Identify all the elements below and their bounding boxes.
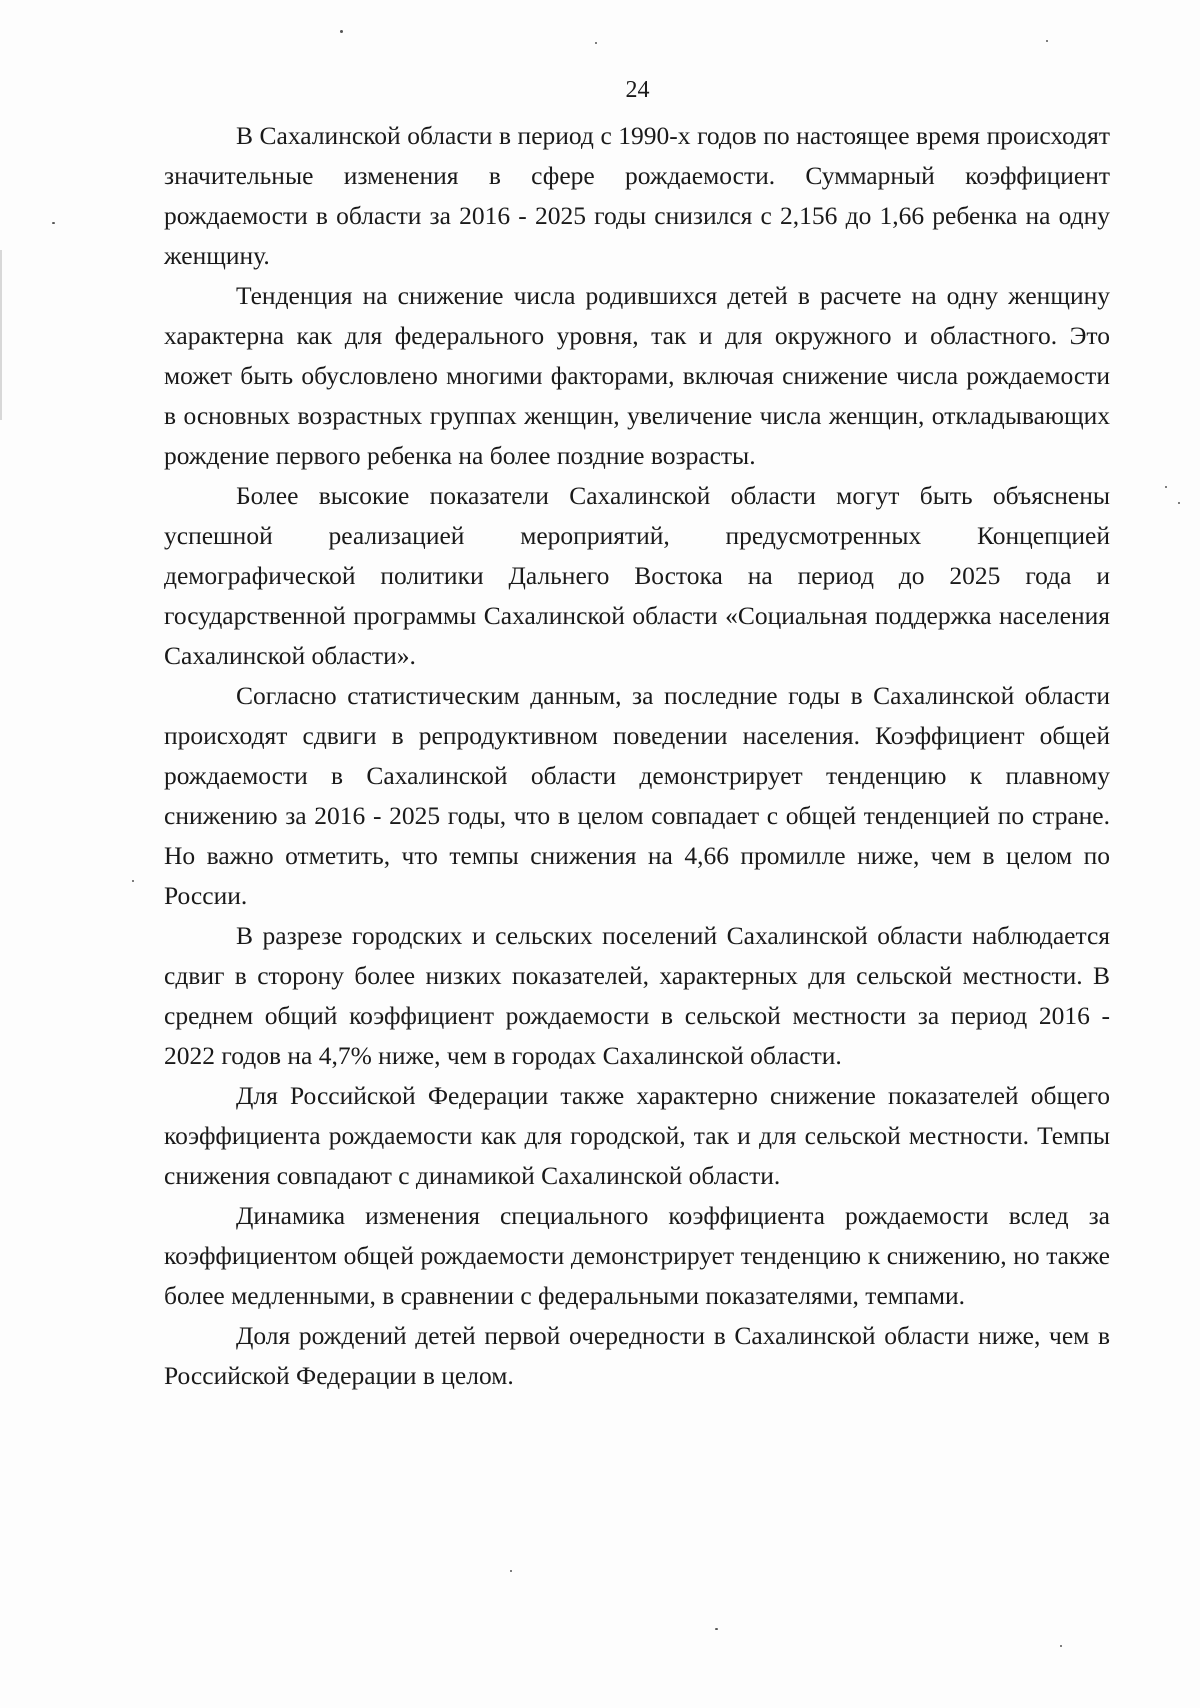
scan-speck: [1060, 1645, 1062, 1647]
paragraph-4: Согласно статистическим данным, за последние годы в Сахалинской области происходят сдвиги в репродуктивном поведении населения. Коэффициент общей рождаемости в Сахалинской области демонстрирует тенденцию к плавному снижению за 2016 - 2025 годы, что в целом совпадает с общей тенденцией по стране. Но важно отметить, что темпы снижения на 4,66 промилле ниже, чем в целом по России.: [164, 681, 1110, 910]
scan-speck: [132, 880, 134, 882]
scan-speck: [52, 222, 55, 224]
scan-speck: [715, 1628, 718, 1630]
scan-speck: [1046, 40, 1048, 42]
paragraph-7: Динамика изменения специального коэффициента рождаемости вслед за коэффициентом общей рождаемости демонстрирует тенденцию к снижению, но также более медленными, в сравнении с федеральными показателями, темпами.: [164, 1201, 1110, 1310]
scan-edge-shadow: [0, 250, 2, 420]
paragraph-2: Тенденция на снижение числа родившихся детей в расчете на одну женщину характерна как для федерального уровня, так и для окружного и областного. Это может быть обусловлено многими факторами, включая снижение числа рождаемости в основных возрастных группах женщин, увеличение числа женщин, откладывающих рождение первого ребенка на более поздние возрасты.: [164, 281, 1110, 470]
scan-speck: [595, 42, 597, 44]
paragraph-1: В Сахалинской области в период с 1990-х годов по настоящее время происходят значительные изменения в сфере рождаемости. Суммарный коэффициент рождаемости в области за 2016 - 2025 годы снизился с 2,156 до 1,66 ребенка на одну женщину.: [164, 121, 1110, 270]
paragraph-6: Для Российской Федерации также характерно снижение показателей общего коэффициента рождаемости как для городской, так и для сельской местности. Темпы снижения совпадают с динамикой Сахалинской области.: [164, 1081, 1110, 1190]
paragraph-8: Доля рождений детей первой очередности в Сахалинской области ниже, чем в Российской Федерации в целом.: [164, 1321, 1110, 1390]
paragraph-5: В разрезе городских и сельских поселений Сахалинской области наблюдается сдвиг в сторону более низких показателей, характерных для сельской местности. В среднем общий коэффициент рождаемости в сельской местности за период 2016 - 2022 годов на 4,7% ниже, чем в городах Сахалинской области.: [164, 921, 1110, 1070]
paragraph-3: Более высокие показатели Сахалинской области могут быть объяснены успешной реализацией мероприятий, предусмотренных Концепцией демографической политики Дальнего Востока на период до 2025 года и государственной программы Сахалинской области «Социальная поддержка населения Сахалинской области».: [164, 481, 1110, 670]
scan-speck: [340, 30, 343, 33]
scan-speck: [510, 1570, 512, 1572]
document-body: [164, 116, 1110, 1396]
page-number: 24: [625, 77, 650, 103]
scan-speck: [1178, 502, 1180, 504]
scan-speck: [1165, 486, 1167, 488]
